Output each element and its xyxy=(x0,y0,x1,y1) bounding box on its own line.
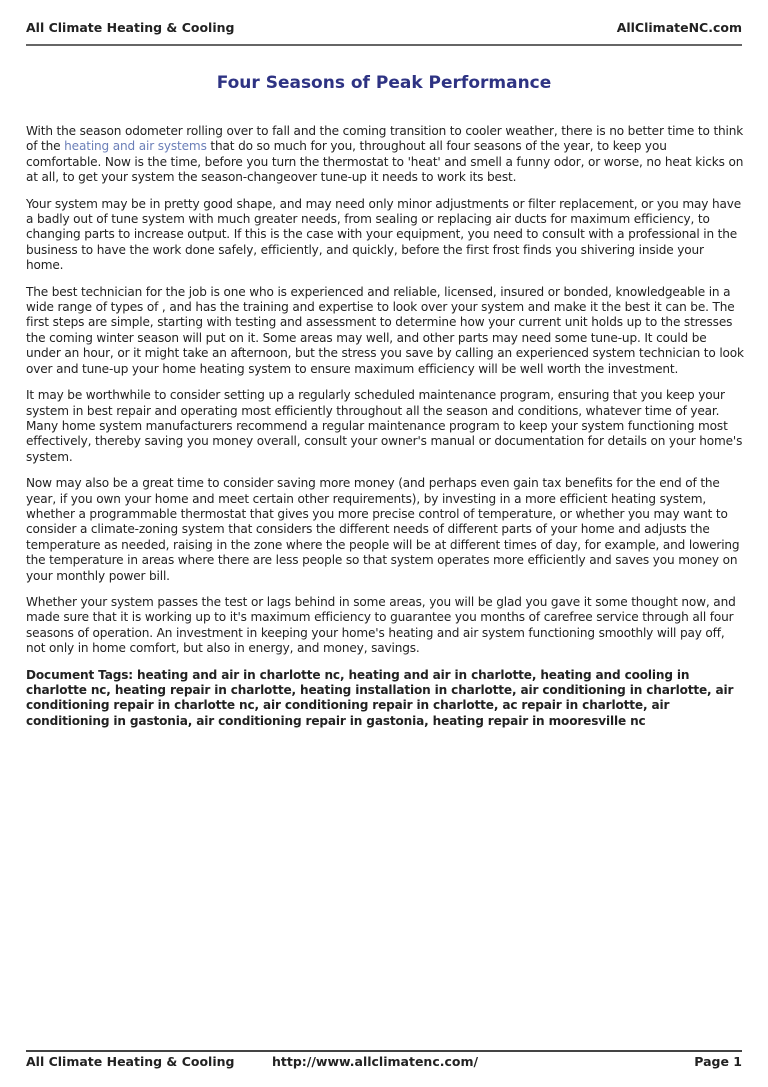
heating-air-systems-link[interactable]: heating and air systems xyxy=(64,139,207,154)
article-body xyxy=(26,124,744,740)
footer-url[interactable]: http://www.allclimatenc.com/ xyxy=(272,1054,479,1069)
paragraph: Your system may be in pretty good shape, and may need only minor adjustments or filter replacement, or you may have a badly out of tune system with much greater needs, from sealing or replacing air ducts for maximum efficiency, to changing parts to increase output. If this is the case with your equipment, you need to consult with a professional in the business to have the work done safely, efficiently, and quickly, before the first frost finds you shivering inside your home. xyxy=(26,196,742,273)
paragraph-text: With the season odometer rolling over to fall and the coming transition to cooler weather, there is no better time to think of the xyxy=(26,124,744,154)
page-footer xyxy=(26,1050,742,1074)
paragraph: It may be worthwhile to consider setting up a regularly scheduled maintenance program, ensuring that you keep your system in best repair and operating most efficiently throughout all the season and conditions, whatever time of year. Many home system manufacturers recommend a regular maintenance program to keep your system functioning most effectively, thereby saving you money overall, consult your owner's manual or documentation for details on your home's system. xyxy=(26,388,743,464)
page-number: Page 1 xyxy=(694,1054,742,1069)
paragraph xyxy=(26,124,744,186)
document-tags: Document Tags: heating and air in charlotte nc, heating and air in charlotte, heating and cooling in charlotte nc, heating repair in charlotte, heating installation in charlotte, air conditioning in charlotte, air conditioning repair in charlotte nc, air conditioning repair in charlotte, ac repair in charlotte, air conditioning in gastonia, air conditioning repair in gastonia, heating repair in mooresville nc xyxy=(26,667,734,728)
footer-company: All Climate Heating & Cooling xyxy=(26,1054,235,1069)
paragraph: The best technician for the job is one who is experienced and reliable, licensed, insured or bonded, knowledgeable in a wide range of types of , and has the training and expertise to look over your system and make it the best it can be. The first steps are simple, starting with testing and assessment to determine how your current unit holds up to the stresses the coming winter season will put on it. Some areas may well, and other parts may need some tune-up. It could be under an hour, or it might take an afternoon, but the stress you save by calling an experienced system technician to look over and tune-up your home heating system to ensure maximum efficiency will be well worth the investment. xyxy=(26,284,744,376)
page-title: Four Seasons of Peak Performance xyxy=(216,73,552,93)
page-header xyxy=(26,18,742,46)
header-company: All Climate Heating & Cooling xyxy=(26,20,235,35)
paragraph: Whether your system passes the test or lags behind in some areas, you will be glad you gave it some thought now, and made sure that it is working up to it's maximum efficiency to guarantee you months of carefree service through all four seasons of operation. An investment in keeping your home's heating and air system functioning smoothly will pay off, not only in home comfort, but also in energy, and money, savings. xyxy=(26,594,736,656)
header-site: AllClimateNC.com xyxy=(616,20,742,35)
paragraph: Now may also be a great time to consider saving more money (and perhaps even gain tax benefits for the end of the year, if you own your home and meet certain other requirements), by investing in a more efficient heating system, whether a programmable thermostat that gives you more precise control of temperature, or whether you may want to consider a climate-zoning system that considers the different needs of different parts of your home and adjusts the temperature as needed, raising in the zone where the people will be at different times of day, for example, and lowering the temperature in areas where there are less people so that system operates more efficiently and saves you money on your monthly power bill. xyxy=(26,476,740,583)
paragraph-text: that do so much for you, throughout all four seasons of the year, to keep you comfortable. Now is the time, before you turn the thermostat to 'heat' and smell a funny odor, or worse, no heat kicks on at all, to get your system the season-changeover tune-up it needs to work its best. xyxy=(26,139,744,185)
